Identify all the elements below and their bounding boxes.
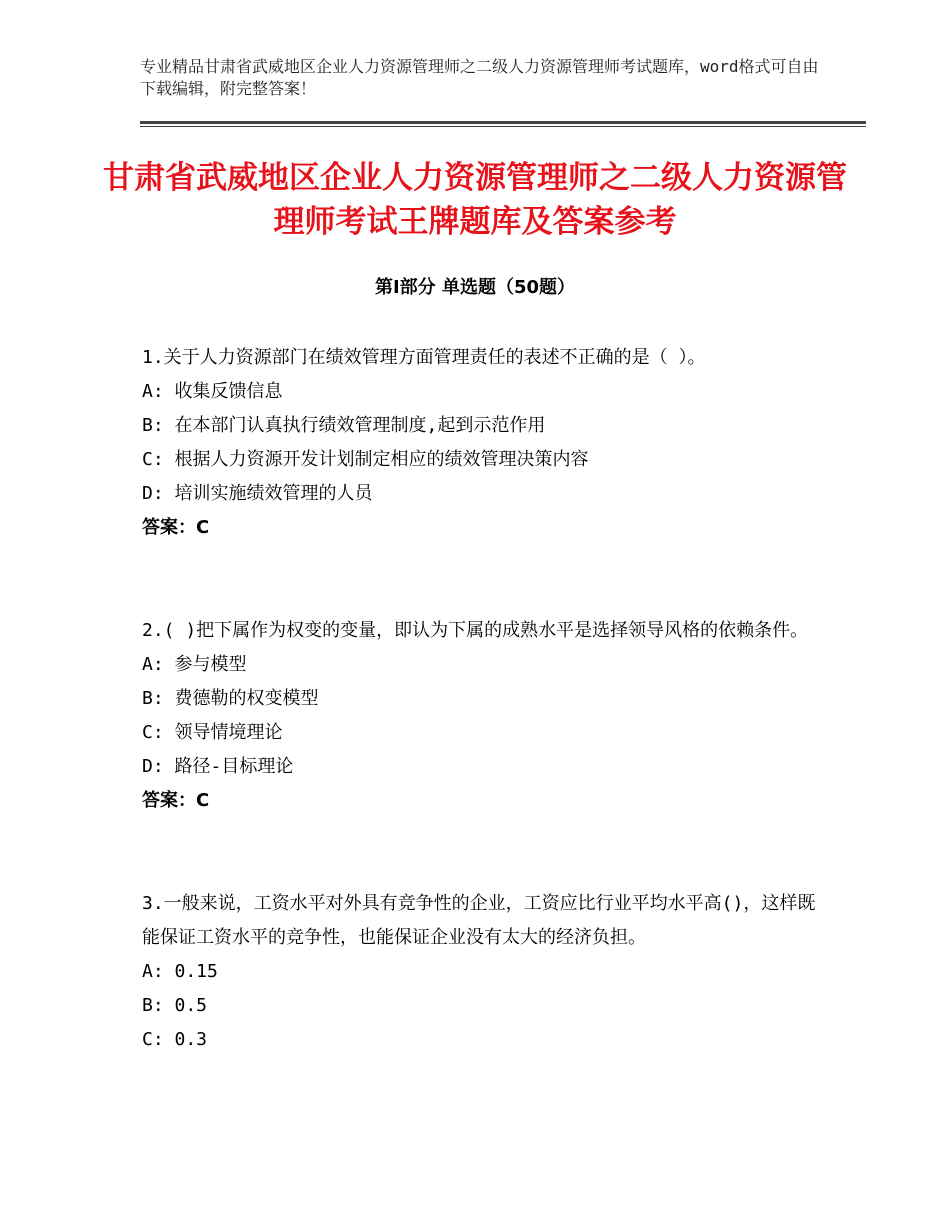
document-title: 甘肃省武威地区企业人力资源管理师之二级人力资源管理师考试王牌题库及答案参考 [103,160,847,240]
header-divider-thin [140,126,866,127]
question-stem: 3.一般来说，工资水平对外具有竞争性的企业，工资应比行业平均水平高()，这样既能保证工资水平的竞争性，也能保证企业没有太大的经济负担。 [142,893,816,948]
header-note: 专业精品甘肃省武威地区企业人力资源管理师之二级人力资源管理师考试题库，word格式可自由下载编辑，附完整答案！ [140,57,819,98]
question-1 [142,341,822,545]
option-c: C: 领导情境理论 [142,722,283,743]
answer-line: 答案：C [142,517,210,538]
option-b: B: 0.5 [142,995,208,1016]
option-d: D: 培训实施绩效管理的人员 [142,483,373,504]
question-2 [142,614,822,818]
option-a: A: 0.15 [142,961,218,982]
section-title: 第Ⅰ部分 单选题（50题） [374,277,575,298]
answer-line: 答案：C [142,790,210,811]
option-c: C: 0.3 [142,1029,208,1050]
option-a: A: 收集反馈信息 [142,381,283,402]
option-b: B: 在本部门认真执行绩效管理制度,起到示范作用 [142,415,546,436]
option-a: A: 参与模型 [142,654,247,675]
option-d: D: 路径-目标理论 [142,756,294,777]
header-divider-thick [140,121,866,124]
question-stem: 1.关于人力资源部门在绩效管理方面管理责任的表述不正确的是（ ）。 [142,347,706,368]
option-b: B: 费德勒的权变模型 [142,688,319,709]
question-3 [142,887,822,1057]
question-stem: 2.( )把下属作为权变的变量，即认为下属的成熟水平是选择领导风格的依赖条件。 [142,620,809,641]
option-c: C: 根据人力资源开发计划制定相应的绩效管理决策内容 [142,449,589,470]
